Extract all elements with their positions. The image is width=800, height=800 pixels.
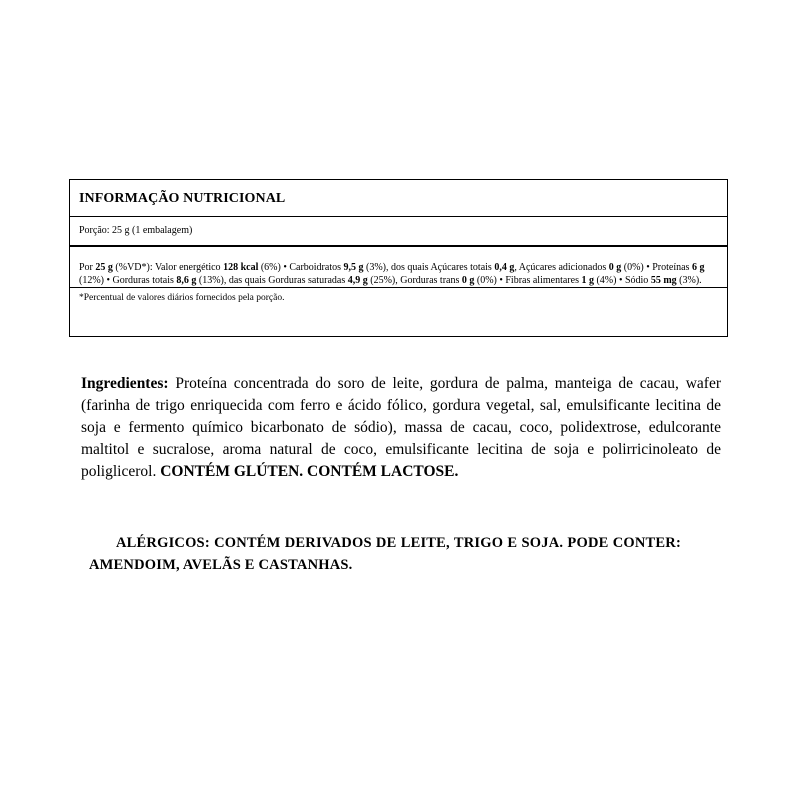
trans-fat-pct: (0%) • Fibras alimentares	[474, 275, 582, 286]
energy-value: 128 kcal	[223, 262, 259, 273]
sat-fat-pct: (25%), Gorduras trans	[367, 275, 462, 286]
per-amount: 25 g	[95, 262, 113, 273]
total-sugars-value: 0,4 g	[494, 262, 515, 273]
contains-lactose: CONTÉM LACTOSE.	[307, 463, 459, 480]
footnote: *Percentual de valores diários fornecidos pela porção.	[79, 293, 285, 303]
allergens-warning: ALÉRGICOS: CONTÉM DERIVADOS DE LEITE, TRIGO E SOJA. PODE CONTER: AMENDOIM, AVELÃS E CASTANHAS.	[89, 535, 681, 573]
fiber-value: 1 g	[581, 275, 594, 286]
carbs-pct: (3%), dos quais Açúcares totais	[363, 262, 495, 273]
sodium-value: 55 mg	[650, 275, 677, 286]
contains-gluten: CONTÉM GLÚTEN.	[160, 463, 304, 480]
total-fat-pct: (13%), das quais Gorduras saturadas	[196, 275, 348, 286]
sat-fat-value: 4,9 g	[347, 275, 368, 286]
energy-pct: (6%) • Carboidratos	[258, 262, 344, 273]
added-sugars-label: , Açúcares adicionados	[514, 262, 609, 273]
nutrition-facts-table	[69, 179, 728, 337]
ingredients-text: Proteína concentrada do soro de leite, gordura de palma, manteiga de cacau, wafer (farinha de trigo enriquecida com ferro e ácido fólico, gordura vegetal, sal, emulsificante lecitina de soja e fermento químico bicarbonato de sódio), massa de cacau, coco, polidextrose, edulcorante maltitol e sucralose, aroma natural de coco, emulsificante lecitina de soja e polirricinoleato de poliglicerol.	[81, 375, 721, 480]
nutrition-values	[70, 247, 727, 288]
carbs-value: 9,5 g	[343, 262, 364, 273]
added-sugars-value: 0 g	[608, 262, 622, 273]
nutrition-title: INFORMAÇÃO NUTRICIONAL	[70, 180, 727, 217]
total-fat-value: 8,6 g	[176, 275, 197, 286]
portion-size: Porção: 25 g (1 embalagem)	[70, 217, 727, 247]
added-sugars-pct: (0%) • Proteínas	[621, 262, 692, 273]
footnote-row	[70, 288, 727, 336]
sodium-pct: (3%).	[676, 275, 702, 286]
fiber-pct: (4%) • Sódio	[593, 275, 651, 286]
protein-value: 6 g	[691, 262, 705, 273]
trans-fat-value: 0 g	[461, 275, 475, 286]
per-label: Por	[79, 262, 96, 273]
ingredients-label: Ingredientes:	[81, 375, 169, 392]
ingredients-paragraph	[81, 373, 721, 483]
protein-pct: (12%) • Gorduras totais	[79, 275, 177, 286]
per-rest: (%VD*): Valor energético	[112, 262, 224, 273]
